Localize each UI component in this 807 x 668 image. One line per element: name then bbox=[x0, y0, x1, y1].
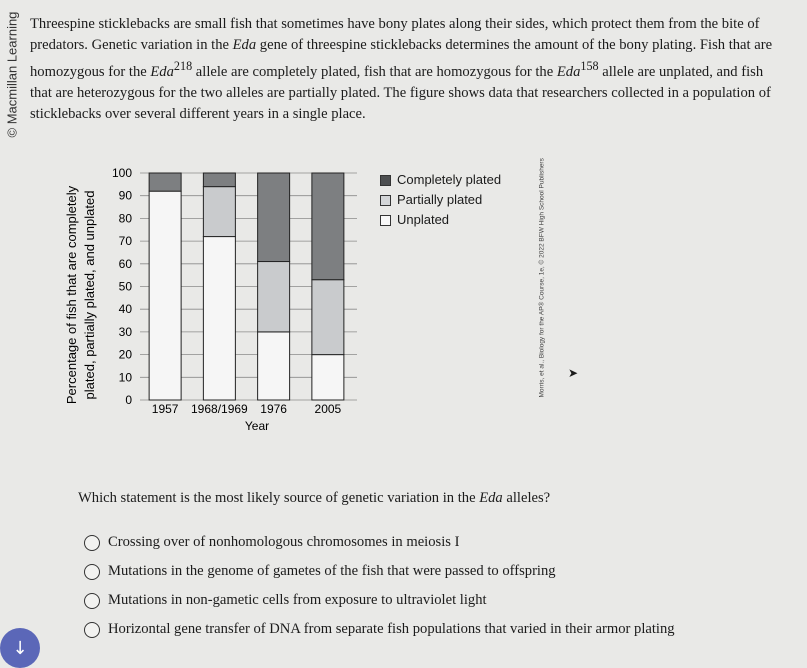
bar-segment-partially-plated bbox=[312, 280, 344, 355]
arrow-down-icon[interactable]: ↓ bbox=[0, 628, 40, 668]
radio-button[interactable] bbox=[84, 622, 100, 638]
bar-segment-completely-plated bbox=[312, 173, 344, 280]
bar-segment-unplated bbox=[149, 191, 181, 400]
answer-option-4[interactable] bbox=[84, 615, 675, 644]
intro-line: sticklebacks over several different years in a single place. bbox=[30, 105, 366, 122]
x-tick-label: 1976 bbox=[260, 402, 287, 416]
y-tick-label: 60 bbox=[118, 256, 132, 271]
legend-item-partially-plated bbox=[380, 190, 501, 210]
legend-label: Unplated bbox=[397, 212, 450, 227]
radio-button[interactable] bbox=[84, 593, 100, 609]
legend-label: Completely plated bbox=[397, 172, 502, 187]
bar-segment-unplated bbox=[258, 332, 290, 400]
legend-swatch-gray bbox=[380, 195, 391, 206]
answer-option-2[interactable] bbox=[84, 557, 675, 586]
y-tick-label: 40 bbox=[118, 302, 132, 317]
legend-swatch-white bbox=[380, 215, 391, 226]
option-label: Horizontal gene transfer of DNA from separate fish populations that varied in their armor plating bbox=[108, 621, 675, 637]
y-axis-label-line2: plated, partially plated, and unplated bbox=[82, 190, 97, 400]
radio-button[interactable] bbox=[84, 564, 100, 580]
bar-segment-completely-plated bbox=[203, 173, 235, 187]
answer-options bbox=[84, 528, 675, 644]
y-tick-label: 80 bbox=[118, 211, 132, 226]
bar-segment-unplated bbox=[203, 237, 235, 400]
intro-line: homozygous for the Eda$^{218}$ allele are completely plated, fish that are homozygous for the Eda$^{158}$ allele are unplated, and fish bbox=[30, 59, 764, 80]
intro-line: predators. Genetic variation in the Eda gene of threespine sticklebacks determines the amount of the bony plating. Fish that are bbox=[30, 37, 773, 53]
legend-swatch-dark bbox=[380, 175, 391, 186]
intro-line: Threespine sticklebacks are small fish that sometimes have bony plates along their sides, which protect them from the bite of bbox=[30, 16, 760, 32]
y-axis-label-line1: Percentage of fish that are completely bbox=[64, 185, 79, 405]
radio-button[interactable] bbox=[84, 535, 100, 551]
figure-credit: Morris, et al., Biology for the AP® Course, 1e, © 2022 BFW High School Publishers bbox=[538, 158, 546, 398]
x-tick-label: 1968/1969 bbox=[191, 402, 248, 416]
option-label: Mutations in non-gametic cells from exposure to ultraviolet light bbox=[108, 592, 487, 608]
option-label: Mutations in the genome of gametes of the fish that were passed to offspring bbox=[108, 563, 556, 579]
stacked-bar-chart bbox=[52, 155, 372, 450]
publisher-watermark: © Macmillan Learning bbox=[4, 11, 20, 138]
bar-segment-partially-plated bbox=[203, 187, 235, 237]
intro-line: that are heterozygous for the two alleles are partially plated. The figure shows data that researchers collected in a population of bbox=[30, 84, 771, 101]
question-text: Which statement is the most likely source of genetic variation in the Eda alleles? bbox=[78, 490, 551, 506]
x-tick-label: 2005 bbox=[314, 402, 342, 416]
y-tick-label: 10 bbox=[118, 370, 132, 385]
bar-segment-completely-plated bbox=[258, 173, 290, 262]
intro-paragraph bbox=[30, 14, 800, 125]
answer-option-3[interactable] bbox=[84, 586, 675, 615]
x-axis-label: Year bbox=[244, 419, 270, 433]
legend-label: Partially plated bbox=[397, 192, 483, 207]
y-tick-label: 30 bbox=[118, 324, 132, 339]
legend-item-completely-plated bbox=[380, 170, 501, 190]
chart-legend bbox=[380, 170, 501, 230]
y-tick-label: 70 bbox=[118, 234, 132, 249]
legend-item-unplated bbox=[380, 210, 501, 230]
answer-option-1[interactable] bbox=[84, 528, 675, 557]
y-tick-label: 20 bbox=[118, 347, 132, 362]
option-label: Crossing over of nonhomologous chromosomes in meiosis I bbox=[108, 534, 460, 550]
y-tick-label: 90 bbox=[118, 188, 132, 203]
y-tick-label: 100 bbox=[111, 166, 132, 180]
bar-segment-partially-plated bbox=[258, 262, 290, 332]
bar-segment-unplated bbox=[312, 355, 344, 400]
bar-segment-completely-plated bbox=[149, 173, 181, 191]
cursor-icon: ➤ bbox=[568, 366, 579, 380]
x-tick-label: 1957 bbox=[151, 402, 179, 416]
y-tick-label: 50 bbox=[118, 279, 132, 294]
y-tick-label: 0 bbox=[125, 393, 132, 407]
chart-svg bbox=[52, 155, 372, 445]
